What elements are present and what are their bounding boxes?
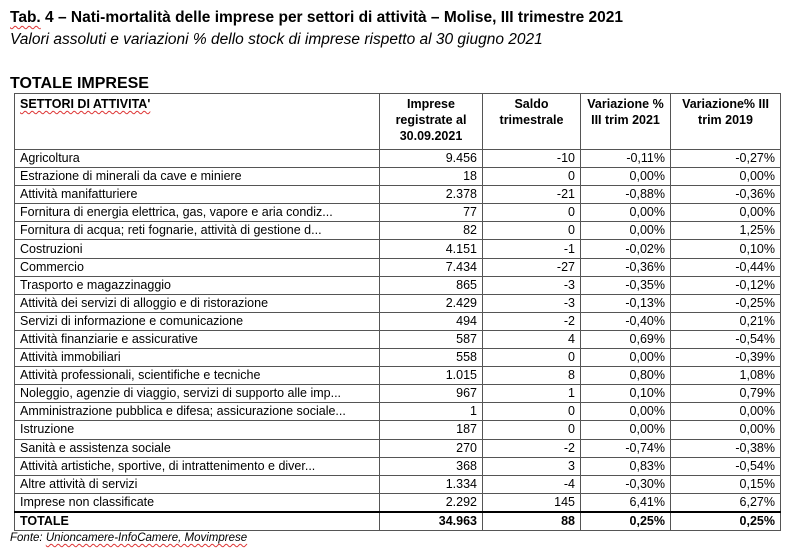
cell-balance: -3 xyxy=(483,276,581,294)
table-row xyxy=(15,186,781,204)
cell-balance: 4 xyxy=(483,330,581,348)
cell-var-2019: 0,21% xyxy=(671,312,781,330)
cell-var-2021: 0,00% xyxy=(581,349,671,367)
cell-balance: -10 xyxy=(483,150,581,168)
table-row xyxy=(15,493,781,512)
table-title-text: 4 – Nati-mortalità delle imprese per settori di attività – Molise, III trimestre 2021 xyxy=(40,9,624,26)
cell-var-2019: -0,25% xyxy=(671,294,781,312)
table-title xyxy=(10,9,623,27)
cell-registered: 865 xyxy=(380,276,483,294)
cell-var-2019: 0,79% xyxy=(671,385,781,403)
cell-registered: 9.456 xyxy=(380,150,483,168)
header-sector: SETTORI DI ATTIVITA' xyxy=(15,94,380,150)
cell-sector: Istruzione xyxy=(15,421,380,439)
cell-registered: 494 xyxy=(380,312,483,330)
cell-var-2019: 0,00% xyxy=(671,421,781,439)
cell-sector: Commercio xyxy=(15,258,380,276)
cell-registered: 18 xyxy=(380,168,483,186)
cell-balance: 3 xyxy=(483,457,581,475)
table-row xyxy=(15,330,781,348)
cell-registered: 7.434 xyxy=(380,258,483,276)
cell-balance: 0 xyxy=(483,421,581,439)
cell-registered: 1.015 xyxy=(380,367,483,385)
cell-var-2021: 0,00% xyxy=(581,222,671,240)
cell-var-2021: -0,35% xyxy=(581,276,671,294)
cell-balance: 0 xyxy=(483,222,581,240)
cell-var-2019: -0,54% xyxy=(671,330,781,348)
cell-balance: -4 xyxy=(483,475,581,493)
cell-sector: Servizi di informazione e comunicazione xyxy=(15,312,380,330)
cell-var-2021: 0,00% xyxy=(581,204,671,222)
cell-balance: 0 xyxy=(483,168,581,186)
cell-var-2019: 6,27% xyxy=(671,493,781,512)
cell-sector: Attività manifatturiere xyxy=(15,186,380,204)
total-var-2019: 0,25% xyxy=(671,512,781,531)
table-row xyxy=(15,258,781,276)
cell-registered: 2.292 xyxy=(380,493,483,512)
cell-sector: Fornitura di acqua; reti fognarie, attività di gestione d... xyxy=(15,222,380,240)
table-row xyxy=(15,168,781,186)
cell-var-2019: -0,44% xyxy=(671,258,781,276)
cell-var-2021: -0,40% xyxy=(581,312,671,330)
cell-sector: Noleggio, agenzie di viaggio, servizi di supporto alle imp... xyxy=(15,385,380,403)
cell-balance: 145 xyxy=(483,493,581,512)
cell-sector: Imprese non classificate xyxy=(15,493,380,512)
cell-registered: 967 xyxy=(380,385,483,403)
cell-sector: Attività finanziarie e assicurative xyxy=(15,330,380,348)
cell-var-2019: 1,25% xyxy=(671,222,781,240)
cell-sector: Attività professionali, scientifiche e tecniche xyxy=(15,367,380,385)
total-row xyxy=(15,512,781,531)
cell-registered: 82 xyxy=(380,222,483,240)
cell-registered: 4.151 xyxy=(380,240,483,258)
cell-sector: Fornitura di energia elettrica, gas, vapore e aria condiz... xyxy=(15,204,380,222)
cell-registered: 1 xyxy=(380,403,483,421)
cell-var-2021: -0,88% xyxy=(581,186,671,204)
cell-registered: 558 xyxy=(380,349,483,367)
table-row xyxy=(15,150,781,168)
cell-balance: -3 xyxy=(483,294,581,312)
cell-var-2021: 0,69% xyxy=(581,330,671,348)
table-row xyxy=(15,367,781,385)
cell-balance: 8 xyxy=(483,367,581,385)
cell-var-2021: -0,30% xyxy=(581,475,671,493)
cell-balance: -2 xyxy=(483,439,581,457)
cell-balance: -21 xyxy=(483,186,581,204)
cell-balance: -1 xyxy=(483,240,581,258)
cell-var-2021: -0,11% xyxy=(581,150,671,168)
cell-balance: 0 xyxy=(483,204,581,222)
cell-var-2021: -0,02% xyxy=(581,240,671,258)
header-balance: Saldo trimestrale xyxy=(483,94,581,150)
cell-registered: 2.429 xyxy=(380,294,483,312)
cell-balance: 1 xyxy=(483,385,581,403)
cell-sector: Agricoltura xyxy=(15,150,380,168)
cell-registered: 77 xyxy=(380,204,483,222)
cell-sector: Attività artistiche, sportive, di intrattenimento e diver... xyxy=(15,457,380,475)
cell-var-2019: -0,27% xyxy=(671,150,781,168)
cell-var-2021: -0,13% xyxy=(581,294,671,312)
source-text: Unioncamere-InfoCamere, Movimprese xyxy=(45,532,248,544)
cell-balance: 0 xyxy=(483,349,581,367)
cell-var-2021: 0,83% xyxy=(581,457,671,475)
table-row xyxy=(15,457,781,475)
cell-var-2019: 0,00% xyxy=(671,403,781,421)
table-row xyxy=(15,349,781,367)
total-registered: 34.963 xyxy=(380,512,483,531)
cell-var-2019: 1,08% xyxy=(671,367,781,385)
cell-sector: Sanità e assistenza sociale xyxy=(15,439,380,457)
cell-sector: Attività immobiliari xyxy=(15,349,380,367)
cell-var-2019: 0,00% xyxy=(671,204,781,222)
total-var-2021: 0,25% xyxy=(581,512,671,531)
cell-registered: 270 xyxy=(380,439,483,457)
cell-sector: Amministrazione pubblica e difesa; assicurazione sociale... xyxy=(15,403,380,421)
table-row xyxy=(15,312,781,330)
table-row xyxy=(15,240,781,258)
cell-var-2019: -0,36% xyxy=(671,186,781,204)
cell-var-2019: -0,39% xyxy=(671,349,781,367)
cell-var-2021: -0,36% xyxy=(581,258,671,276)
cell-var-2021: -0,74% xyxy=(581,439,671,457)
header-var-2019: Variazione% III trim 2019 xyxy=(671,94,781,150)
total-label: TOTALE xyxy=(15,512,380,531)
cell-var-2021: 0,00% xyxy=(581,168,671,186)
source-note: Fonte: Unioncamere-InfoCamere, Movimprese xyxy=(10,532,248,544)
data-table xyxy=(14,93,781,531)
cell-var-2019: 0,15% xyxy=(671,475,781,493)
table-row xyxy=(15,294,781,312)
cell-var-2021: 0,80% xyxy=(581,367,671,385)
cell-balance: -2 xyxy=(483,312,581,330)
cell-var-2019: -0,38% xyxy=(671,439,781,457)
cell-var-2021: 0,00% xyxy=(581,403,671,421)
cell-sector: Costruzioni xyxy=(15,240,380,258)
header-registered: Imprese registrate al 30.09.2021 xyxy=(380,94,483,150)
table-row xyxy=(15,403,781,421)
table-row xyxy=(15,385,781,403)
cell-registered: 587 xyxy=(380,330,483,348)
table-row xyxy=(15,475,781,493)
table-subtitle: Valori assoluti e variazioni % dello stock di imprese rispetto al 30 giugno 2021 xyxy=(10,31,543,48)
table-row xyxy=(15,439,781,457)
cell-registered: 1.334 xyxy=(380,475,483,493)
cell-var-2019: 0,10% xyxy=(671,240,781,258)
table-number: Tab. xyxy=(10,9,41,26)
cell-var-2019: -0,54% xyxy=(671,457,781,475)
section-title: TOTALE IMPRESE xyxy=(10,75,149,92)
cell-registered: 368 xyxy=(380,457,483,475)
cell-sector: Estrazione di minerali da cave e miniere xyxy=(15,168,380,186)
table-header-row xyxy=(15,94,781,150)
table-row xyxy=(15,222,781,240)
cell-registered: 2.378 xyxy=(380,186,483,204)
table-row xyxy=(15,204,781,222)
header-var-2021: Variazione % III trim 2021 xyxy=(581,94,671,150)
cell-var-2021: 0,10% xyxy=(581,385,671,403)
total-balance: 88 xyxy=(483,512,581,531)
cell-registered: 187 xyxy=(380,421,483,439)
cell-sector: Altre attività di servizi xyxy=(15,475,380,493)
cell-var-2021: 6,41% xyxy=(581,493,671,512)
table-row xyxy=(15,276,781,294)
table-row xyxy=(15,421,781,439)
cell-balance: -27 xyxy=(483,258,581,276)
cell-var-2019: 0,00% xyxy=(671,168,781,186)
cell-var-2021: 0,00% xyxy=(581,421,671,439)
cell-balance: 0 xyxy=(483,403,581,421)
cell-sector: Attività dei servizi di alloggio e di ristorazione xyxy=(15,294,380,312)
cell-sector: Trasporto e magazzinaggio xyxy=(15,276,380,294)
cell-var-2019: -0,12% xyxy=(671,276,781,294)
